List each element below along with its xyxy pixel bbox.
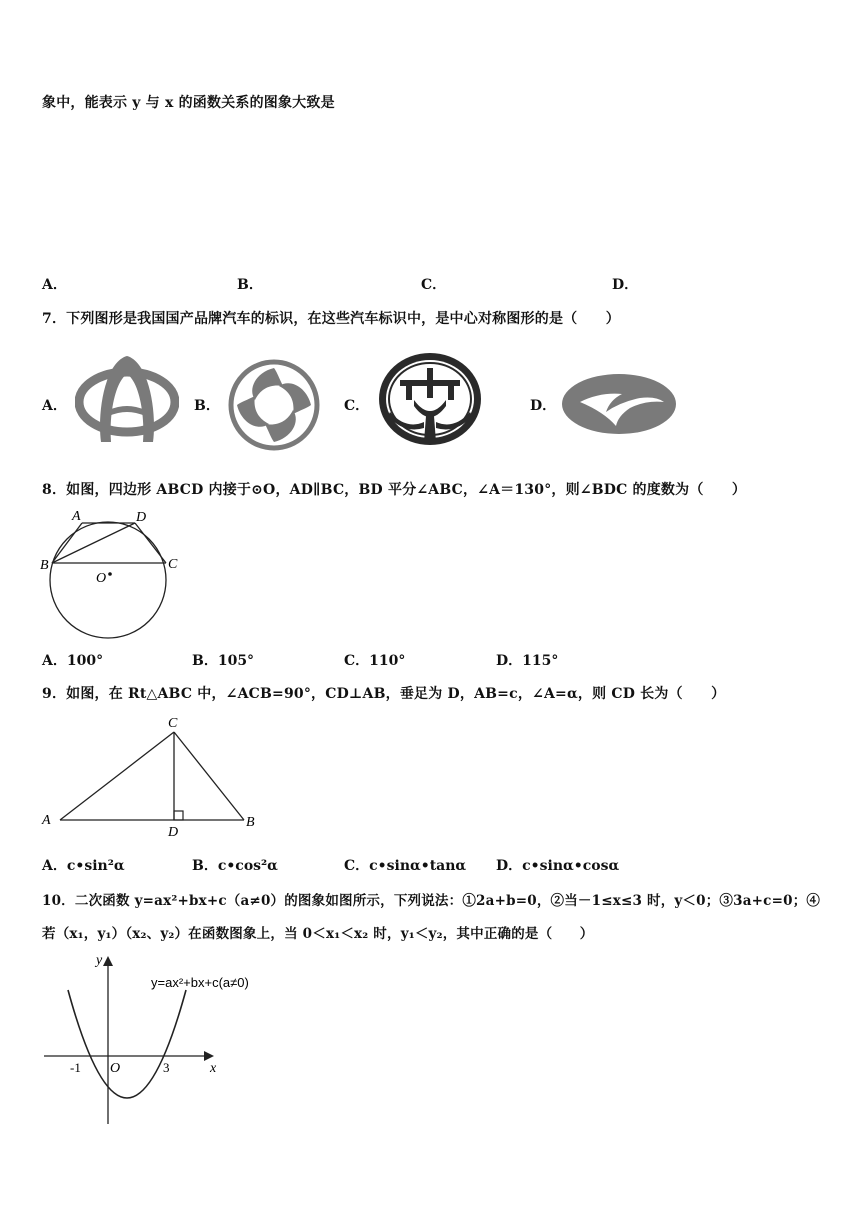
haima-logo-icon [560, 372, 678, 436]
q10-stem-line2: 若（x₁，y₁）（x₂、y₂）在函数图象上，当 0＜x₁＜x₂ 时，y₁＜y₂，其中正确的是（ ） [42, 926, 594, 942]
q8-label-c: C [168, 557, 178, 572]
q8-option-c: C．110° [344, 653, 406, 669]
q9-option-b: B．c•cos²α [192, 858, 278, 874]
q9-option-c: C．c•sinα•tanα [344, 858, 467, 874]
q9-stem: 9．如图，在 Rt△ABC 中，∠ACB=90°，CD⊥AB，垂足为 D，AB=c，∠A=α，则 CD 长为（ ） [42, 686, 726, 702]
q8-label-b: B [40, 558, 49, 573]
y-axis-label: y [96, 953, 103, 968]
q7-option-b: B． [194, 398, 220, 414]
q7-option-d: D． [530, 398, 557, 414]
q8-label-a: A [72, 509, 81, 524]
q6-option-d: D． [612, 277, 639, 293]
q7-option-c: C． [344, 398, 370, 414]
y-axis-arrow-icon [103, 956, 113, 966]
q8-label-o: O [96, 571, 107, 586]
q9-option-a: A．c•sin²α [42, 858, 125, 874]
q9-label-c: C [168, 716, 178, 731]
q6-option-c: C． [421, 277, 447, 293]
q6-option-a: A． [42, 277, 67, 293]
q8-option-d: D．115° [496, 653, 559, 669]
q6-option-b: B． [237, 277, 263, 293]
q9-triangle-figure [38, 712, 270, 842]
q8-stem: 8．如图，四边形 ABCD 内接于⊙O，AD∥BC，BD 平分∠ABC，∠A＝130°，则∠BDC 的度数为（ ） [42, 482, 747, 498]
q9-label-b: B [246, 815, 255, 830]
dongfeng-logo-icon [227, 358, 321, 452]
q9-label-d: D [168, 825, 179, 840]
q9-option-d: D．c•sinα•cosα [496, 858, 620, 874]
q9-label-a: A [42, 813, 51, 828]
q8-circle-figure [38, 506, 188, 644]
q8-option-b: B．105° [192, 653, 255, 669]
tick-label-3: 3 [163, 1060, 170, 1075]
parabola-curve [68, 990, 186, 1098]
q8-option-a: A．100° [42, 653, 104, 669]
q6-stem: 象中，能表示 y 与 x 的函数关系的图象大致是 [42, 95, 335, 111]
equation-label: y=ax²+bx+c(a≠0) [151, 975, 249, 990]
tick-label-neg1: -1 [70, 1060, 81, 1075]
q10-parabola-graph [38, 948, 278, 1128]
geely-logo-icon [376, 350, 484, 448]
q7-stem: 7．下列图形是我国国产品牌汽车的标识，在这些汽车标识中，是中心对称图形的是（ ） [42, 311, 620, 327]
q8-label-d: D [136, 510, 147, 525]
q7-option-a: A． [42, 398, 67, 414]
x-axis-arrow-icon [204, 1051, 214, 1061]
chery-logo-icon [75, 352, 179, 448]
q10-stem-line1: 10．二次函数 y=ax²+bx+c（a≠0）的图象如图所示，下列说法：①2a+b=0，②当－1≤x≤3 时，y＜0；③3a+c=0；④ [42, 893, 821, 909]
x-axis-label: x [210, 1061, 217, 1076]
origin-label: O [110, 1061, 121, 1076]
